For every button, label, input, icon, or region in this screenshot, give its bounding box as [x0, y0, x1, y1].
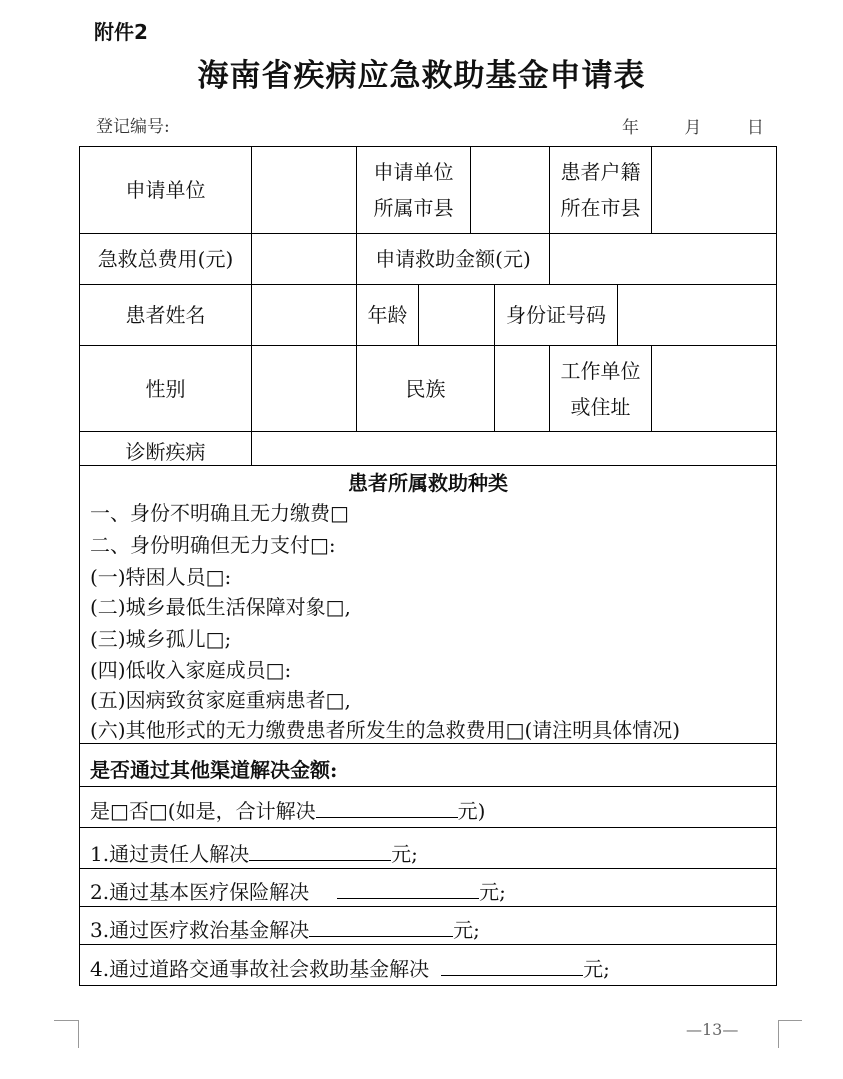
channel-line-3: [90, 914, 480, 943]
label-id-number: 身份证号码: [506, 303, 606, 327]
yes-no-unit: 元): [457, 799, 486, 823]
aid-item-5: (三)城乡孤儿□;: [90, 627, 232, 651]
aid-types-heading: 患者所属救助种类: [348, 471, 508, 495]
yes-no-label: 是□否□(如是，合计解决: [90, 799, 316, 823]
yes-no-row: [90, 795, 485, 824]
other-channels-heading: 是否通过其他渠道解决金额:: [90, 758, 338, 782]
aid-item-4: (二)城乡最低生活保障对象□,: [90, 595, 351, 619]
label-gender: 性别: [145, 376, 186, 401]
aid-item-6: (四)低收入家庭成员□:: [90, 658, 292, 682]
channel-line-4-unit: 元;: [583, 957, 610, 981]
label-ethnicity: 民族: [405, 376, 446, 401]
date-month: 月: [684, 118, 702, 138]
total-resolved-blank[interactable]: [316, 799, 458, 818]
date-day: 日: [746, 118, 764, 138]
channel-line-3-blank[interactable]: [309, 918, 453, 937]
label-age: 年龄: [367, 303, 408, 327]
channel-line-2: [90, 876, 506, 905]
channel-line-3-unit: 元;: [453, 918, 480, 942]
attachment-label: 附件2: [94, 20, 148, 44]
label-patient-domicile: [550, 147, 651, 233]
channel-line-4: [90, 953, 610, 982]
aid-item-8: (六)其他形式的无力缴费患者所发生的急救费用□(请注明具体情况): [90, 718, 681, 742]
channel-line-1: [90, 838, 418, 867]
date-year: 年: [622, 118, 639, 138]
label-patient-domicile-line1: 患者户籍: [560, 160, 641, 184]
channel-line-2-unit: 元;: [479, 880, 506, 904]
label-apply-unit-city: [357, 147, 470, 233]
channel-line-2-label: 2.通过基本医疗保险解决: [90, 880, 310, 904]
channel-line-1-blank[interactable]: [249, 842, 391, 861]
channel-line-3-label: 3.通过医疗救治基金解决: [90, 918, 310, 942]
label-total-cost: 急救总费用(元): [97, 247, 234, 271]
label-patient-domicile-line2: 所在市县: [560, 196, 641, 220]
channel-line-4-blank[interactable]: [441, 957, 583, 976]
channel-line-1-unit: 元;: [391, 842, 418, 866]
aid-item-7: (五)因病致贫家庭重病患者□,: [90, 688, 351, 712]
channel-line-2-blank[interactable]: [337, 880, 479, 899]
corner-mark-right-h: [778, 1020, 802, 1021]
label-apply-unit-city-line2: 所属市县: [373, 196, 454, 220]
corner-mark-left-v: [78, 1020, 79, 1048]
channel-line-1-label: 1.通过责任人解决: [90, 842, 250, 866]
channel-line-4-label: 4.通过道路交通事故社会救助基金解决: [90, 957, 430, 981]
label-aid-amount: 申请救助金额(元): [375, 247, 531, 271]
registration-number-label: 登记编号:: [96, 117, 170, 137]
aid-item-2: 二、身份明确但无力支付□:: [90, 533, 336, 557]
aid-item-3: (一)特困人员□:: [90, 565, 232, 589]
page-number: —13—: [686, 1020, 739, 1039]
corner-mark-right-v: [778, 1020, 779, 1048]
label-patient-name: 患者姓名: [125, 303, 206, 327]
corner-mark-left-h: [54, 1020, 78, 1021]
aid-item-1: 一、身份不明确且无力缴费□: [90, 501, 349, 525]
label-apply-unit-city-line1: 申请单位: [373, 160, 454, 184]
date-field: [622, 113, 786, 138]
form-title: 海南省疾病应急救助基金申请表: [197, 58, 646, 94]
label-work-address-line2: 或住址: [570, 394, 631, 419]
label-work-address: [550, 346, 651, 431]
label-diagnosis: 诊断疾病: [125, 440, 206, 464]
label-apply-unit: 申请单位: [125, 178, 206, 202]
label-work-address-line1: 工作单位: [560, 358, 641, 383]
